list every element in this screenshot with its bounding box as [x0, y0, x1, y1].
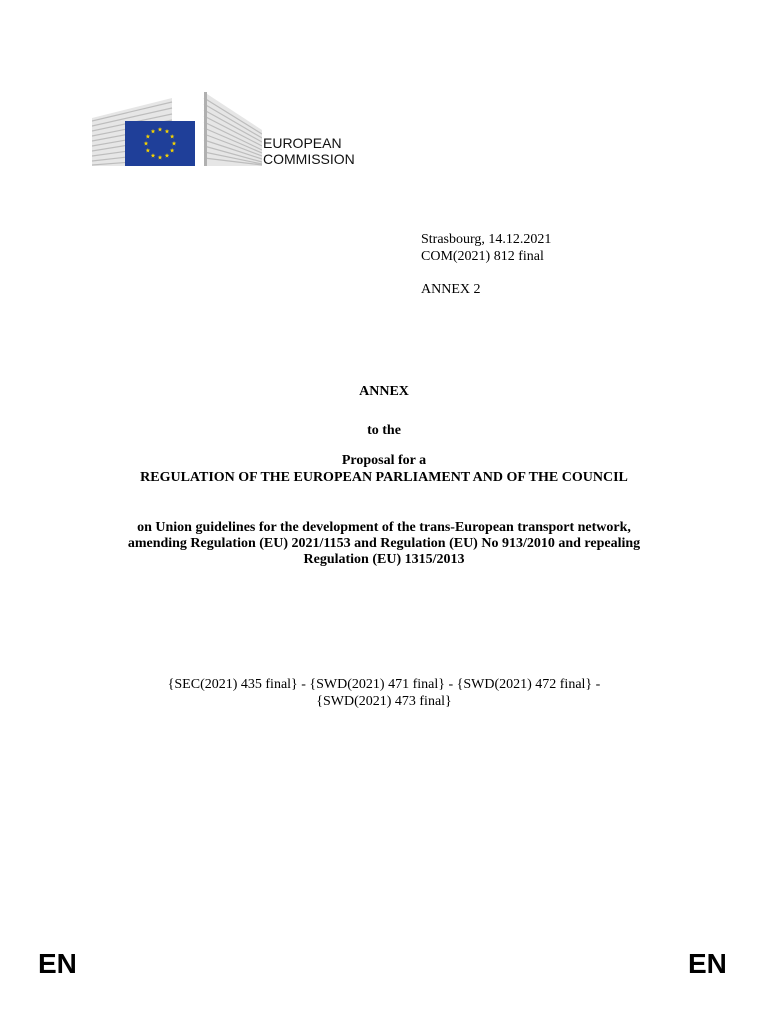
related-docs-line1: {SEC(2021) 435 final} - {SWD(2021) 471 final} - {SWD(2021) 472 final} -: [167, 677, 601, 692]
regulation-title: [0, 470, 768, 486]
language-code-left: EN: [38, 948, 77, 979]
eu-flag-icon: [125, 121, 195, 166]
european-commission-logo: [92, 90, 262, 170]
regulation-subject: [0, 520, 768, 568]
organization-name: [263, 135, 355, 167]
regulation-title-text: REGULATION OF THE EUROPEAN PARLIAMENT AND OF THE COUNCIL: [140, 470, 628, 485]
subject-line1: on Union guidelines for the development of the trans-European transport network,: [137, 520, 631, 535]
annex-number: ANNEX 2: [421, 282, 481, 297]
subject-line3: Regulation (EU) 1315/2013: [303, 552, 465, 567]
language-code-right: EN: [688, 948, 727, 979]
place-date: Strasbourg, 14.12.2021: [421, 232, 552, 247]
org-name-line2: COMMISSION: [263, 151, 355, 167]
proposal-heading: [0, 453, 768, 469]
subject-line2: amending Regulation (EU) 2021/1153 and Regulation (EU) No 913/2010 and repealing: [127, 536, 641, 551]
document-number: COM(2021) 812 final: [421, 249, 544, 264]
related-documents: [0, 676, 768, 710]
to-the-text: to the: [367, 423, 401, 438]
annex-heading-text: ANNEX: [359, 384, 409, 399]
annex-heading: [0, 384, 768, 400]
reference-block: [421, 231, 551, 298]
to-the-heading: [0, 423, 768, 439]
org-name-line1: EUROPEAN: [263, 135, 342, 151]
related-docs-line2: {SWD(2021) 473 final}: [316, 694, 452, 709]
proposal-text: Proposal for a: [341, 453, 427, 468]
